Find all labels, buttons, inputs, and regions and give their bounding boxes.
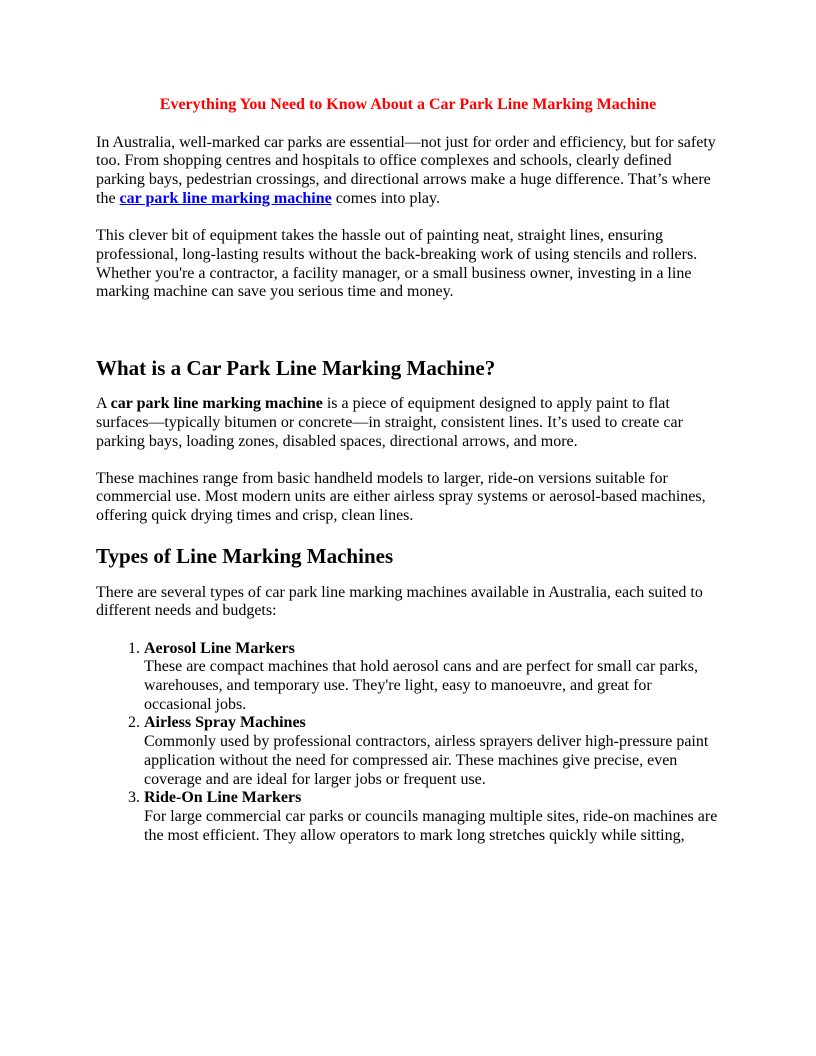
list-item-title: Ride-On Line Markers xyxy=(144,789,302,807)
list-item-title: Aerosol Line Markers xyxy=(144,639,295,657)
machine-types-list xyxy=(96,640,720,846)
machine-range-paragraph: These machines range from basic handheld models to larger, ride-on versions suitable for commercial use. Most modern units are either airless spray systems or aerosol-based machines, offering quick drying times and crisp, clean lines. xyxy=(96,469,706,525)
intro-paragraph xyxy=(96,134,720,209)
list-item-body: For large commercial car parks or councils managing multiple sites, ride-on machines are the most efficient. They allow operators to mark long stretches quickly while sitting, xyxy=(144,807,718,844)
types-intro-paragraph: There are several types of car park line marking machines available in Australia, each suited to different needs and budgets: xyxy=(96,583,703,620)
list-item-body: Commonly used by professional contractors, airless sprayers deliver high-pressure paint application without the need for compressed air. These machines give precise, even coverage and are ideal for larger jobs or frequent use. xyxy=(144,733,709,788)
what-is-heading: What is a Car Park Line Marking Machine? xyxy=(96,355,496,380)
equipment-benefits-paragraph: This clever bit of equipment takes the hassle out of painting neat, straight lines, ensuring professional, long-lasting results without the back-breaking work of using stencils and rollers. Whether you're a contractor, a facility manager, or a small business owner, investing in a line marking machine can save you serious time and money. xyxy=(96,227,698,301)
car-park-line-marking-machine-link[interactable]: car park line marking machine xyxy=(119,189,332,207)
intro-text-before-link: In Australia, well-marked car parks are essential—not just for order and efficiency, but for safety too. From shopping centres and hospitals to office complexes and schools, clearly defined parking bays, pedestrian crossings, and directional arrows make a huge difference. That’s where the xyxy=(96,133,716,207)
list-item-body: These are compact machines that hold aerosol cans and are perfect for small car parks, warehouses, and temporary use. They're light, easy to manoeuvre, and great for occasional jobs. xyxy=(144,658,698,713)
list-item-ride-on xyxy=(144,789,720,845)
definition-text-post: is a piece of equipment designed to apply paint to flat surfaces—typically bitumen or concrete—in straight, consistent lines. It’s used to create car parking bays, loading zones, disabled spaces, directional arrows, and more. xyxy=(96,395,683,450)
list-item-title: Airless Spray Machines xyxy=(144,714,306,732)
document-title: Everything You Need to Know About a Car Park Line Marking Machine xyxy=(159,96,657,113)
definition-paragraph xyxy=(96,395,720,451)
types-heading: Types of Line Marking Machines xyxy=(96,544,394,569)
definition-text-pre: A xyxy=(96,395,111,413)
list-item-airless xyxy=(144,714,720,789)
intro-text-after-link: comes into play. xyxy=(331,189,440,207)
list-item-aerosol xyxy=(144,640,720,715)
definition-bold-term: car park line marking machine xyxy=(110,395,323,413)
